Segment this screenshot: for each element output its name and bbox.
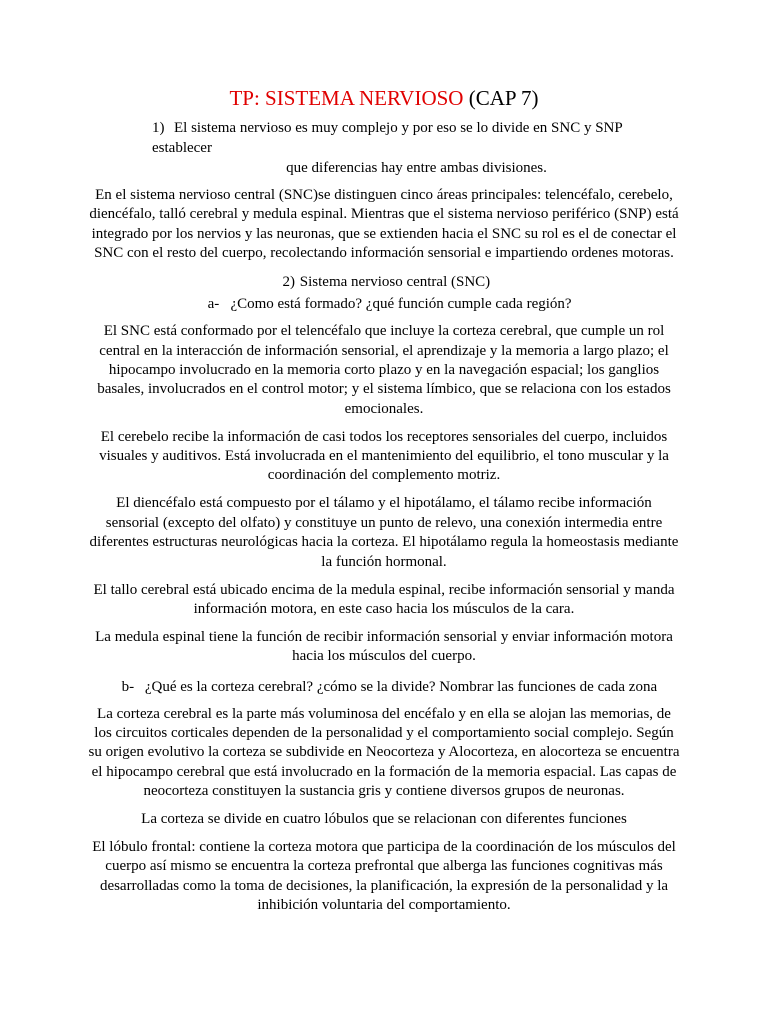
question-2a — [88, 294, 680, 314]
answer-2b-corteza: La corteza cerebral es la parte más voluminosa del encéfalo y en ella se alojan las memorias, de los circuitos corticales dependen de la personalidad y el comportamiento social complejo. Según su origen evolutivo la corteza se subdivide en Neocorteza y Alocorteza, en alocorteza se encuentra el hipocampo cerebral que está involucrado en la formación de la memoria espacial. Las capas de neocorteza constituyen la sustancia gris y contiene diversos grupos de neuronas. — [88, 705, 680, 800]
question-2b-letter: b- — [121, 678, 135, 695]
question-2b-text: ¿Qué es la corteza cerebral? ¿cómo se la divide? Nombrar las funciones de cada zona — [144, 678, 658, 695]
question-2a-text: ¿Como está formado? ¿qué función cumple cada región? — [230, 296, 572, 313]
title-main: TP: SISTEMA NERVIOSO — [229, 86, 464, 110]
answer-1-paragraph: En el sistema nervioso central (SNC)se distinguen cinco áreas principales: telencéfalo, cerebelo, diencéfalo, talló cerebral y medula espinal. Mientras que el sistema nervioso periférico (SNP) está integrado por los nervios y las neuronas, que se extienden hacia el SNC su rol es el de conectar el SNC con el resto del cuerpo, recolectando información sensorial e impartiendo ordenes motoras. — [89, 187, 679, 262]
answer-2b-lobulos: La corteza se divide en cuatro lóbulos que se relacionan con diferentes funciones — [141, 811, 627, 828]
answer-2b-lobulo-frontal: El lóbulo frontal: contiene la corteza motora que participa de la coordinación de los músculos del cuerpo así mismo se encuentra la corteza prefrontal que alberga las funciones cognitivas más desarrolladas como la toma de decisiones, la planificación, la expresión de la personalidad y la inhibición voluntaria del comportamiento. — [92, 839, 676, 914]
title-suffix: (CAP 7) — [468, 86, 539, 110]
answer-2a-cerebelo: El cerebelo recibe la información de casi todos los receptores sensoriales del cuerpo, incluidos visuales y auditivos. Está involucrada en el mantenimiento del equilibrio, el tono muscular y la coordinación del complemento motriz. — [99, 428, 669, 484]
answer-2a-medula-espinal: La medula espinal tiene la función de recibir información sensorial y enviar información motora hacia los músculos del cuerpo. — [95, 628, 673, 665]
question-2-text: Sistema nervioso central (SNC) — [299, 274, 491, 291]
answer-2a-diencefalo: El diencéfalo está compuesto por el tálamo y el hipotálamo, el tálamo recibe información sensorial (excepto del olfato) y constituye un punto de relevo, una conexión intermedia entre diferentes estructuras neurológicas hacia la corteza. El hipotálamo regula la homeostasis mediante la función hormonal. — [89, 495, 679, 570]
question-1 — [88, 118, 680, 178]
question-1-line1 — [152, 118, 675, 158]
question-2-number: 2) — [282, 274, 296, 291]
answer-2a-telencefalo: El SNC está conformado por el telencéfalo que incluye la corteza cerebral, que cumple un rol central en la interacción de información sensorial, el aprendizaje y la memoria a largo plazo; el hipocampo involucrado en la memoria corto plazo y en la navegación espacial; los ganglios basales, involucrados en el control motor; y el sistema límbico, que se relaciona con los estados emocionales. — [97, 323, 671, 417]
question-1-text-line2: que diferencias hay entre ambas divisiones. — [286, 160, 547, 176]
question-2 — [88, 272, 680, 292]
question-2a-letter: a- — [207, 296, 220, 313]
answer-2a-tallo-cerebral: El tallo cerebral está ubicado encima de la medula espinal, recibe información sensorial y manda información motora, en este caso hacia los músculos de la cara. — [93, 581, 675, 617]
question-1-text-line1: El sistema nervioso es muy complejo y por eso se lo divide en SNC y SNP establecer — [152, 120, 623, 156]
page-title — [88, 84, 680, 112]
question-2b — [88, 677, 680, 697]
question-1-number: 1) — [152, 120, 165, 136]
